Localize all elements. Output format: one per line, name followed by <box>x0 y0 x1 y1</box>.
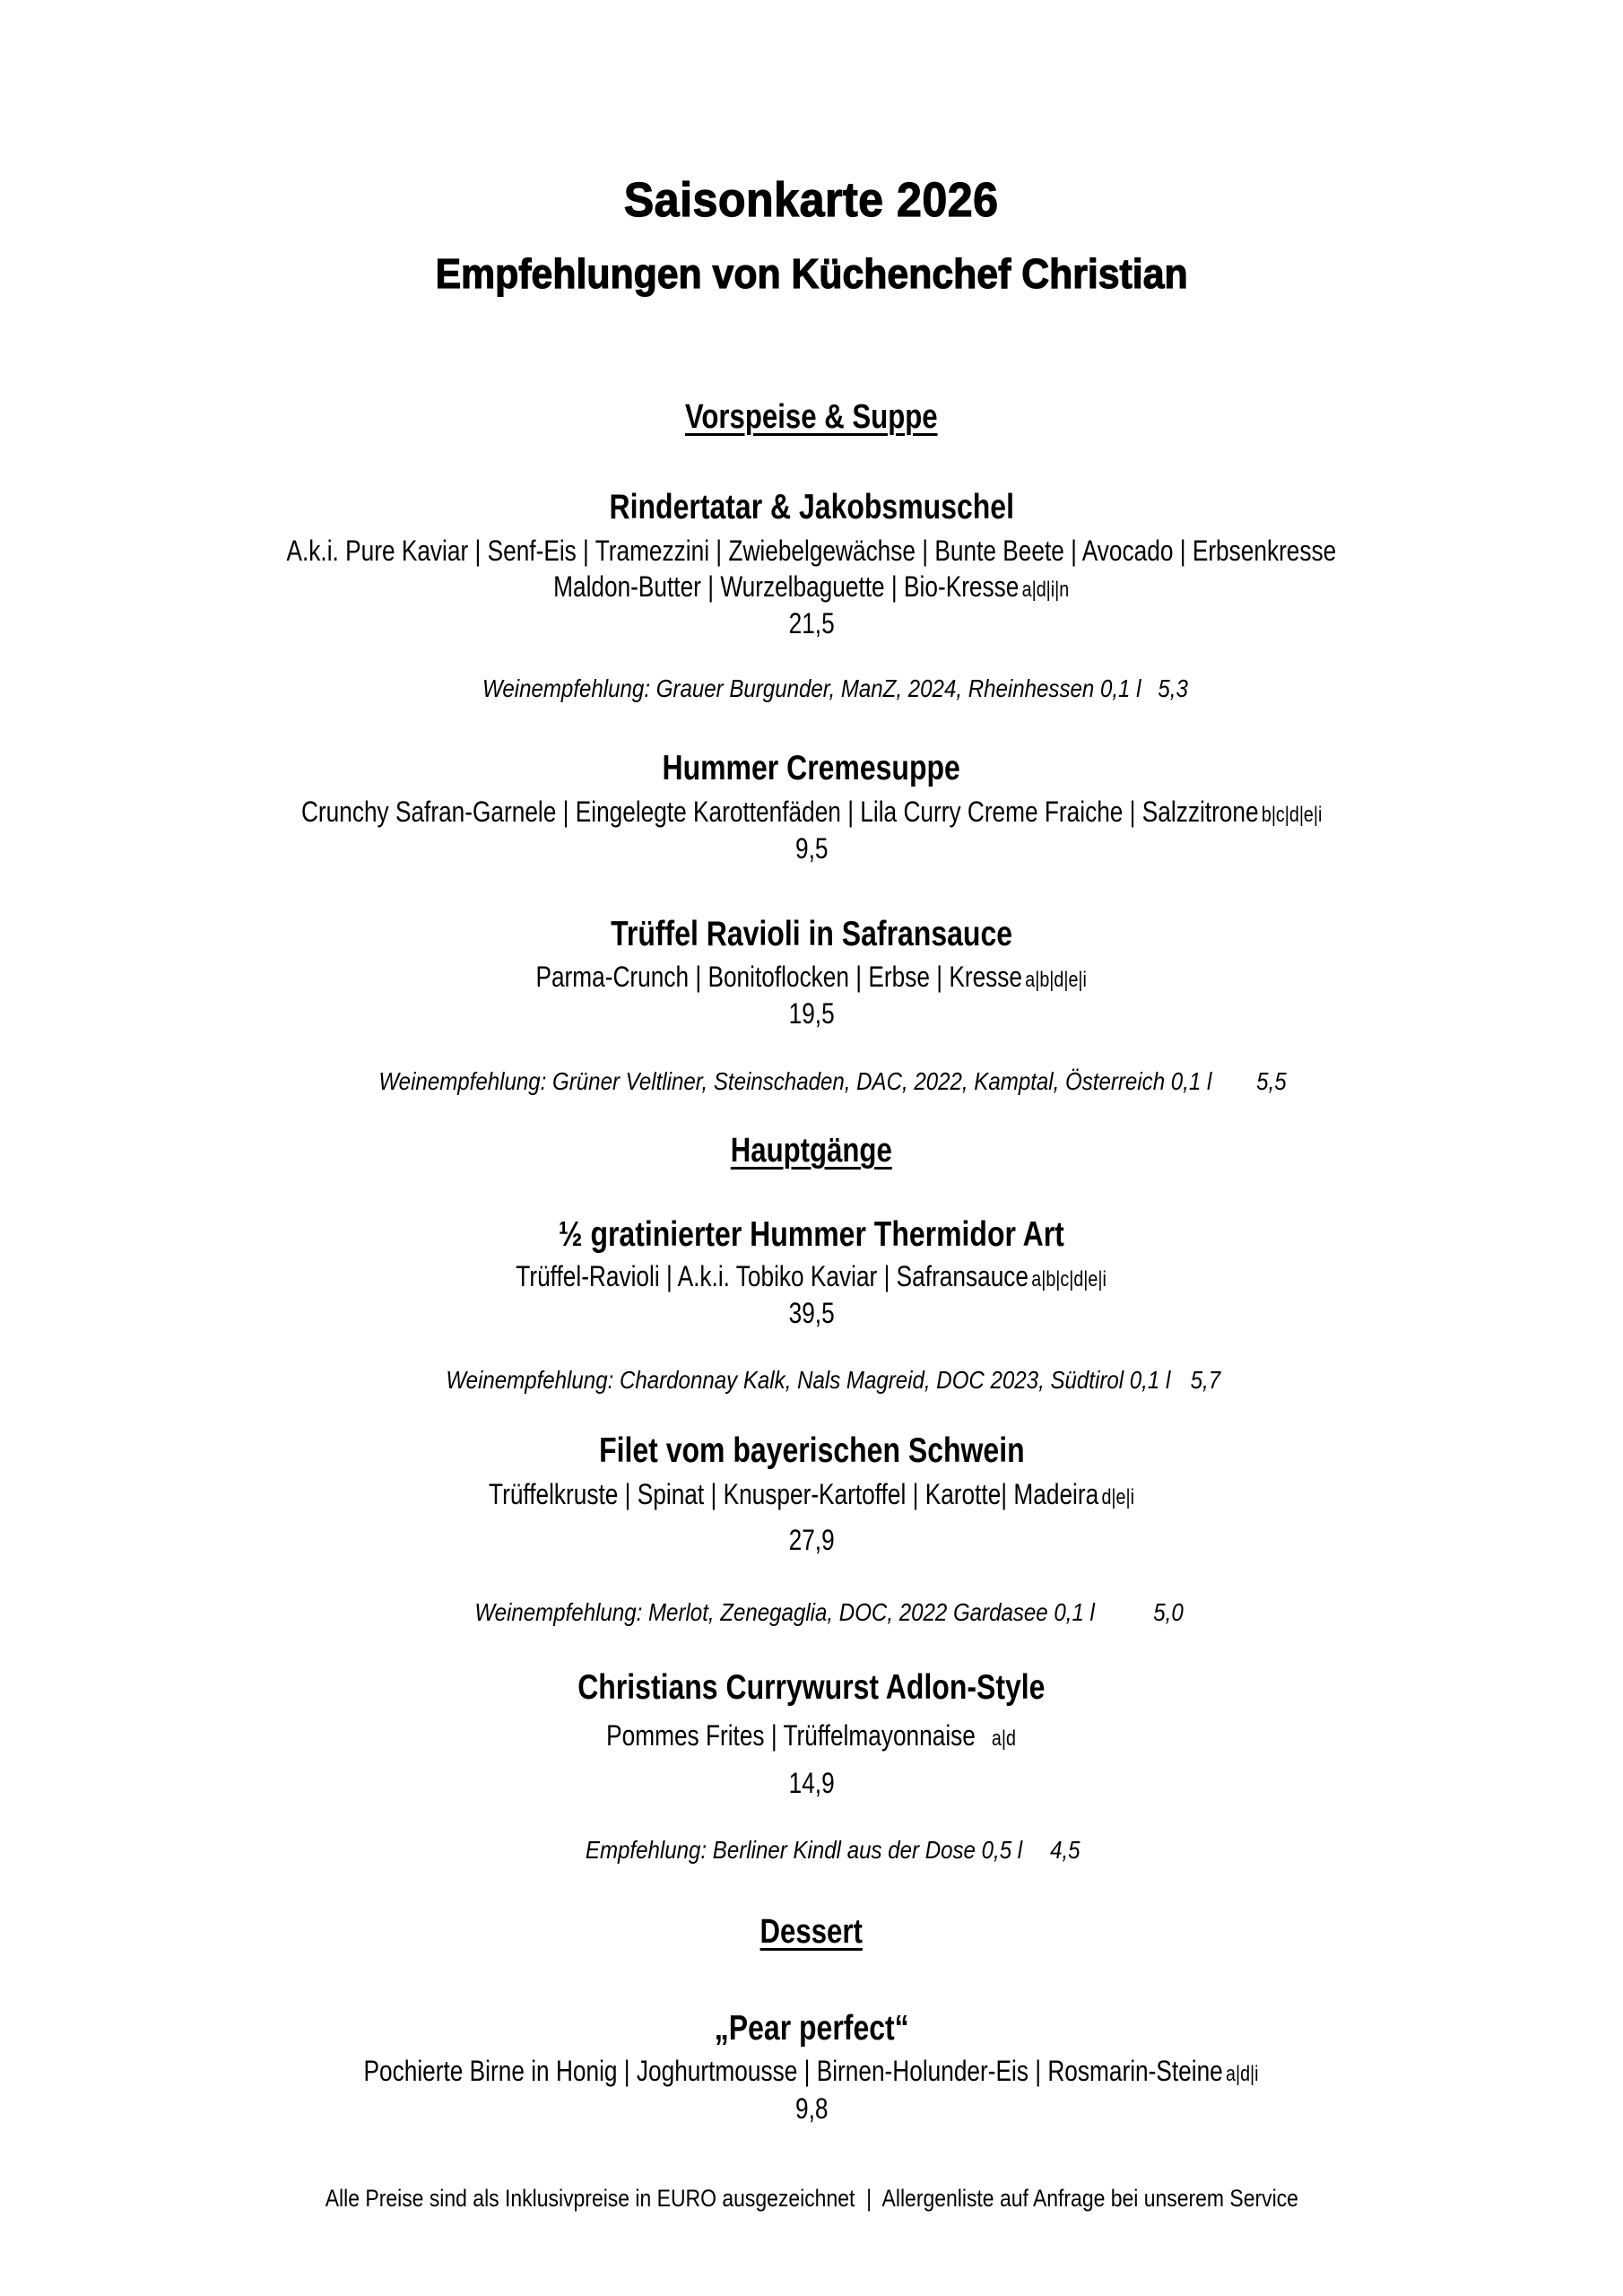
dish-description: Crunchy Safran-Garnele | Eingelegte Karottenfäden | Lila Curry Creme Fraiche | Salzzitrone b|c|d|e|i <box>300 796 1323 828</box>
dish-price: 19,5 <box>788 997 835 1030</box>
allergen-codes: a|b|d|e|i <box>1025 968 1088 992</box>
footer-note: Alle Preise sind als Inklusivpreise in EURO ausgezeichnet | Allergenliste auf Anfrage bei unserem Service <box>325 2185 1298 2212</box>
allergen-codes: a|d|i <box>1226 2062 1259 2086</box>
dish-price: 39,5 <box>788 1297 835 1329</box>
dish-price: 14,9 <box>788 1767 835 1799</box>
dish-price: 9,5 <box>794 832 829 865</box>
allergen-codes: d|e|i <box>1101 1485 1134 1509</box>
beer-price: 4,5 <box>1050 1836 1081 1864</box>
section-heading-dessert: Dessert <box>759 1913 864 1951</box>
dish-name: ½ gratinierter Hummer Thermidor Art <box>559 1215 1064 1254</box>
menu-title: Saisonkarte 2026 <box>624 173 999 227</box>
allergen-codes: a|d <box>992 1726 1017 1751</box>
dish-description: A.k.i. Pure Kaviar | Senf-Eis | Tramezzini | Zwiebelgewächse | Bunte Beete | Avocado | Erbsenkresse <box>286 535 1337 567</box>
dish-price: 21,5 <box>788 607 835 639</box>
dish-description: Parma-Crunch | Bonitoflocken | Erbse | Kresse a|b|d|e|i <box>535 961 1088 993</box>
menu-subtitle: Empfehlungen von Küchenchef Christian <box>435 250 1188 297</box>
beer-recommendation: Empfehlung: Berliner Kindl aus der Dose 0,5 l 4,5 <box>586 1836 1081 1864</box>
wine-price: 5,0 <box>1153 1598 1185 1626</box>
section-heading-starters: Vorspeise & Suppe <box>685 398 938 436</box>
wine-recommendation: Weinempfehlung: Chardonnay Kalk, Nals Magreid, DOC 2023, Südtirol 0,1 l 5,7 <box>446 1366 1220 1394</box>
dish-description: Maldon-Butter | Wurzelbaguette | Bio-Kresse a|d|i|n <box>553 570 1070 603</box>
wine-recommendation: Weinempfehlung: Grüner Veltliner, Steinschaden, DAC, 2022, Kamptal, Österreich 0,1 l 5,5 <box>378 1067 1288 1095</box>
allergen-codes: a|d|i|n <box>1021 578 1070 602</box>
dish-name: Trüffel Ravioli in Safransauce <box>611 915 1012 953</box>
wine-price: 5,3 <box>1157 674 1188 702</box>
wine-price: 5,7 <box>1190 1366 1220 1394</box>
wine-price: 5,5 <box>1256 1067 1288 1095</box>
dish-description: Pochierte Birne in Honig | Joghurtmousse | Birnen-Holunder-Eis | Rosmarin-Steine a|d|i <box>363 2055 1259 2087</box>
dish-price: 9,8 <box>794 2092 829 2125</box>
allergen-codes: b|c|d|e|i <box>1261 803 1323 827</box>
dish-name: Christians Currywurst Adlon-Style <box>577 1668 1046 1707</box>
section-heading-mains: Hauptgänge <box>730 1132 893 1170</box>
allergen-codes: a|b|c|d|e|i <box>1031 1267 1107 1292</box>
dish-name: „Pear perfect“ <box>714 2009 909 2048</box>
dish-name: Filet vom bayerischen Schwein <box>598 1431 1025 1470</box>
dish-name: Rindertatar & Jakobsmuschel <box>609 488 1014 526</box>
dish-price: 27,9 <box>788 1524 835 1556</box>
dish-description: Pommes Frites | Trüffelmayonnaise a|d <box>606 1719 1017 1752</box>
wine-recommendation: Weinempfehlung: Merlot, Zenegaglia, DOC, 2022 Gardasee 0,1 l 5,0 <box>474 1598 1185 1626</box>
dish-description: Trüffelkruste | Spinat | Knusper-Kartoffel | Karotte| Madeira d|e|i <box>489 1478 1134 1510</box>
dish-description: Trüffel-Ravioli | A.k.i. Tobiko Kaviar | Safransauce a|b|c|d|e|i <box>516 1260 1107 1292</box>
dish-name: Hummer Cremesuppe <box>662 749 961 787</box>
wine-recommendation: Weinempfehlung: Grauer Burgunder, ManZ, 2024, Rheinhessen 0,1 l 5,3 <box>482 674 1188 702</box>
